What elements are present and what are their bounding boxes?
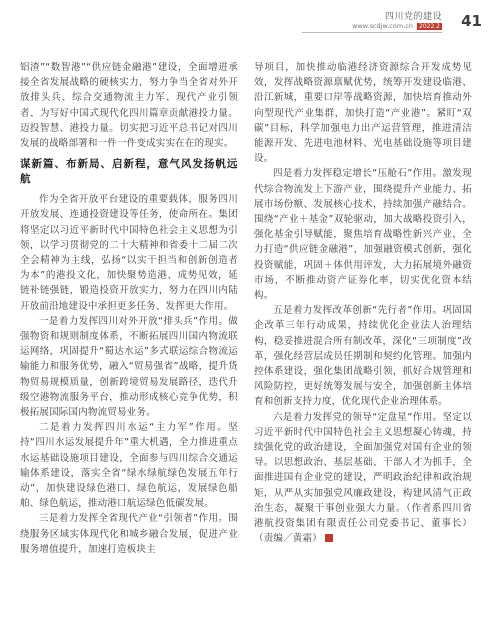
article-end-mark — [325, 534, 333, 542]
right-paragraph-4 — [254, 410, 472, 547]
magazine-url — [352, 22, 442, 30]
section-heading: 谋新篇、布新局、启新程，意气风发扬帆远航 — [20, 158, 238, 186]
left-paragraph-2: 作为全省开放平台建设的重要载体，服务四川开放发展、连通投资建设等任务，使命所在。集团将坚定以习近平新时代中国特色社会主义思想为引领，以学习贯彻党的二十大精神和省委十二届二次全会精神为主线，弘扬“以实干担当和创新创造者为本”的港投文化，加快聚势造港、成势见效，延链补链强链，锻造投资开放实力，努力在四川内陆开放前沿地建设中承担更多任务、发挥更大作用。 — [20, 194, 238, 312]
magazine-url-text: www.scdjw.com.cn — [352, 22, 413, 30]
left-paragraph-5: 三是着力发挥全省现代产业“引领者”作用。围绕服务区域实体现代化和城乡融合发展，促进产业服务增值提升，加速打造板块主 — [20, 513, 238, 555]
issue-badge: 2022.2 — [419, 23, 440, 30]
left-column — [20, 60, 238, 557]
right-paragraph-2: 四是着力发挥稳定增长“压舱石”作用。激发现代综合物流发上下游产业，围绕提升产业能力、拓展市场份额、发展核心技术，持续加强产融结合。围绕“产业＋基金”双轮驱动，加大战略投资引入，强化基金引导赋能，聚焦培育战略性新兴产业，全力打造“供应链金融港”，加强融资模式创新，强化投资赋能，巩固＋体供用评发，大力拓展境外融资市场，不断推动资产证券化率，切实优化资本结构。 — [254, 168, 472, 302]
magazine-title: 四川党的建设 — [384, 12, 442, 22]
right-paragraph-1: 导项目，加快推动临港经济资源综合开发成势见效，发挥战略资源禀赋优势，统筹开发建设临港、沿江新城，重要口岸等战略资源，加快培育推动外向型现代产业集群，加快打造“产业港”。紧盯“双碳”目标，科学加强电力出产运营管理，推进清洁能源开发、先进电池材料、光电基础设施等项目建设。 — [254, 62, 472, 165]
right-paragraph-3: 五是着力发挥改革创新“先行者”作用。巩固国企改革三年行动成果，持续优化企业法人治理结构，稳妥推进混合所有制改革，深化“三项制度”改革，强化经营层成员任期制和契约化管理。加强内控体系建设，强化集团战略引领，抓好合规管理和风险防控，更好统筹发展与安全，加强创新主体培育和创新支持力度，优化现代企业治理体系。 — [254, 305, 472, 408]
left-paragraph-4: 二是着力发挥四川水运“主力军”作用。坚持“四川水运发展提升年”重大机遇，全力推进重点水运基础设施项目建设，全面参与四川综合交通运输体系建设，落实全省“绿水绿航绿色发展五年行动”，加快建设绿色港口、绿色航运，发展绿色船舶、绿色航运，推动港口航运绿色低碳发展。 — [20, 422, 238, 510]
right-column — [254, 60, 472, 547]
left-paragraph-1: 铝渣”“数智港”“供应链金融港”建设，全面增进承接全省发展战略的硬核实力，努力争当全省对外开放排头兵、综合交通物流主力军、现代产业引领者、为写好中国式现代化四川篇章贡献港投力量。迈投智慧、港投力量。切实把习近平总书记对四川发展的战略部署和一件一件变成实实在在的现实。 — [20, 62, 238, 150]
left-paragraph-3: 一是着力发挥四川对外开放“排头兵”作用。做强物资和规则制度体系，不断拓展四川国内物流联运网络，巩固提升“蜀达水运”多式联运综合物流运输能力和服务优势，融入“贸易强省”战略，提升货物贸易规模质量，创新跨境贸易发展路径，迭代升级空港物流服务平台，推动形成核心竞争优势，积极拓展国际国内物流贸易业务。 — [20, 315, 238, 419]
page-number: 41 — [461, 12, 482, 30]
header-divider — [302, 32, 442, 33]
right-paragraph-4-text: 六是着力发挥党的领导“定盘星”作用。坚定以习近平新时代中国特色社会主义思想凝心铸魂，持续强化党的政治建设，全面加强党对国有企业的领导。以思想政治、基层基础、干部人才为抓手，全面推进国有企业党的建设，严明政治纪律和政治规矩，从严从实加强党风廉政建设，构建风清气正政治生态，凝聚干事创业强大力量。（作者系四川省港航投资集团有限责任公司党委书记、董事长）（责编／黄霜） — [254, 411, 472, 545]
page-header — [302, 8, 482, 42]
